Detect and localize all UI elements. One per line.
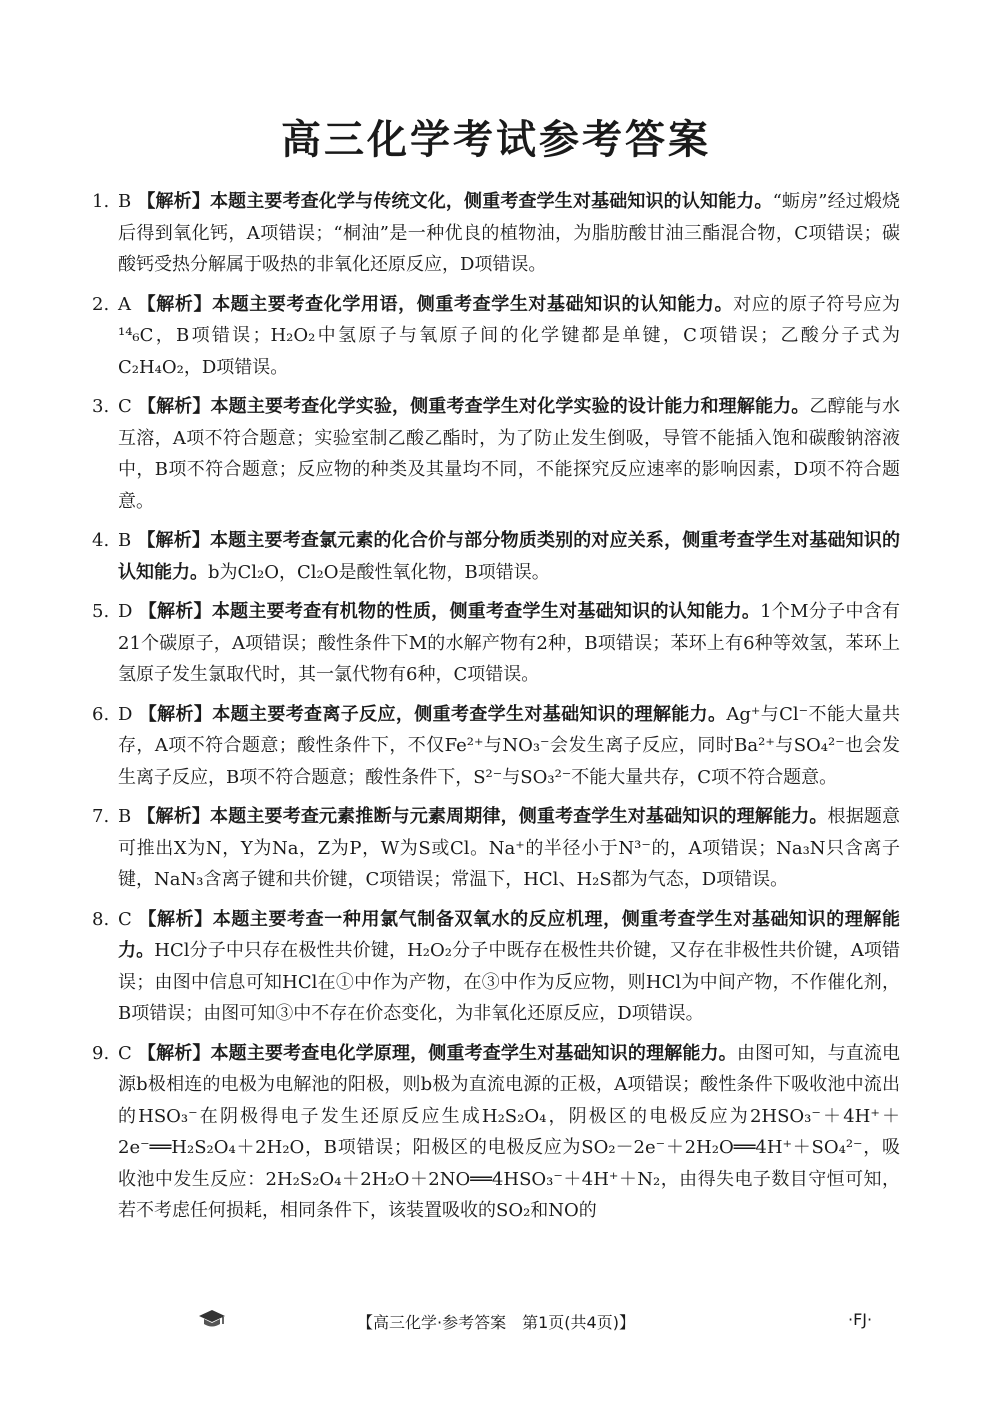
item-number: 6. — [92, 703, 110, 725]
answer-item-8 — [92, 904, 900, 1030]
item-answer: B — [118, 530, 132, 551]
answer-item-7 — [92, 801, 900, 896]
item-number: 3. — [92, 396, 110, 417]
item-answer: B — [118, 191, 132, 212]
analysis-tag: 【解析】 — [138, 703, 213, 725]
item-body: HCl分子中只存在极性共价键，H₂O₂分子中既存在极性共价键，又存在非极性共价键，A项错误；由图中信息可知HCl在①中作为产物，在③中作为反应物，则HCl为中间产物，不作催化剂，B项错误；由图可知③中不存在价态变化，为非氧化还原反应，D项错误。 — [118, 940, 901, 1024]
item-body: 乙醇能与水互溶，A项不符合题意；实验室制乙酸乙酯时，为了防止发生倒吸，导管不能插入饱和碳酸钠溶液中，B项不符合题意；反应物的种类及其量均不同，不能探究反应速率的影响因素，D项不符合题意。 — [118, 396, 901, 512]
item-answer: C — [118, 908, 132, 930]
page-title: 高三化学考试参考答案 — [281, 117, 711, 163]
item-lead: 本题主要考查一种用氯气制备双氧水的反应机理，侧重考查学生对基础知识的理解能力。 — [118, 908, 900, 961]
analysis-tag: 【解析】 — [137, 191, 210, 212]
item-number: 2. — [92, 293, 110, 315]
answer-item-5 — [92, 596, 900, 691]
item-number: 7. — [92, 806, 110, 827]
item-answer: C — [118, 1042, 132, 1064]
item-lead: 本题主要考查离子反应，侧重考查学生对基础知识的理解能力。 — [212, 703, 727, 725]
item-lead: 本题主要考查化学与传统文化，侧重考查学生对基础知识的认知能力。 — [209, 191, 773, 212]
analysis-tag: 【解析】 — [137, 293, 213, 315]
item-number: 8. — [92, 908, 110, 930]
answer-list — [92, 186, 900, 1235]
item-body: 由图可知，与直流电源b极相连的电极为电解池的阳极，则b极为直流电源的正极，A项错误；酸性条件下吸收池中流出的HSO₃⁻在阴极得电子发生还原反应生成H₂S₂O₄，阴极区的电极反应为2HSO₃⁻＋4H⁺＋2e⁻══H₂S₂O₄＋2H₂O，B项错误；阳极区的电极反应为SO₂－2e⁻＋2H₂O══4H⁺＋SO₄²⁻，吸收池中发生反应：2H₂S₂O₄＋2H₂O＋2NO══4HSO₃⁻＋4H⁺＋N₂，由得失电子数目守恒可知，若不考虑任何损耗，相同条件下，该装置吸收的SO₂和NO的 — [118, 1042, 901, 1221]
answer-item-9 — [92, 1038, 900, 1227]
item-number: 4. — [92, 530, 110, 551]
analysis-tag: 【解析】 — [137, 908, 213, 930]
item-number: 9. — [92, 1042, 110, 1064]
item-lead: 本题主要考查氯元素的化合价与部分物质类别的对应关系，侧重考查学生对基础知识的认知能力。 — [118, 530, 901, 583]
item-lead: 本题主要考查化学实验，侧重考查学生对化学实验的设计能力和理解能力。 — [210, 396, 810, 417]
item-answer: D — [118, 703, 133, 725]
item-answer: A — [118, 293, 131, 315]
answer-item-2 — [92, 289, 900, 384]
item-lead: 本题主要考查有机物的性质，侧重考查学生对基础知识的认知能力。 — [211, 601, 761, 622]
item-lead: 本题主要考查电化学原理，侧重考查学生对基础知识的理解能力。 — [210, 1042, 737, 1064]
footer-region-code: ·FJ· — [848, 1310, 873, 1329]
item-body: 根据题意可推出X为N，Y为Na，Z为P，W为S或Cl。Na⁺的半径小于N³⁻的，A项错误；Na₃N只含离子键，NaN₃含离子键和共价键，C项错误；常温下，HCl、H₂S都为气态，D项错误。 — [118, 806, 901, 890]
item-answer: C — [118, 396, 132, 417]
answer-item-3 — [92, 391, 900, 517]
analysis-tag: 【解析】 — [137, 530, 211, 551]
item-lead: 本题主要考查化学用语，侧重考查学生对基础知识的认知能力。 — [212, 293, 734, 315]
analysis-tag: 【解析】 — [138, 601, 212, 622]
page-footer — [0, 1306, 992, 1336]
analysis-tag: 【解析】 — [137, 806, 211, 827]
answer-item-1 — [92, 186, 900, 281]
item-body: “蛎房”经过煅烧后得到氧化钙，A项错误；“桐油”是一种优良的植物油，为脂肪酸甘油三酯混合物，C项错误；碳酸钙受热分解属于吸热的非氧化还原反应，D项错误。 — [118, 191, 901, 275]
item-body: Ag⁺与Cl⁻不能大量共存，A项不符合题意；酸性条件下，不仅Fe²⁺与NO₃⁻会发生离子反应，同时Ba²⁺与SO₄²⁻也会发生离子反应，B项不符合题意；酸性条件下，S²⁻与SO₃²⁻不能大量共存，C项不符合题意。 — [118, 703, 900, 788]
item-number: 1. — [92, 191, 110, 212]
footer-page-info: 【高三化学·参考答案 第1页(共4页)】 — [357, 1313, 635, 1332]
item-answer: D — [118, 601, 133, 622]
item-body: 1个M分子中含有21个碳原子，A项错误；酸性条件下M的水解产物有2种，B项错误；苯环上有6种等效氢，苯环上氢原子发生氯取代时，其一氯代物有6种，C项错误。 — [118, 601, 900, 685]
answer-item-4 — [92, 525, 900, 588]
item-number: 5. — [92, 601, 110, 622]
answer-item-6 — [92, 699, 900, 794]
item-lead: 本题主要考查元素推断与元素周期律，侧重考查学生对基础知识的理解能力。 — [210, 806, 828, 827]
analysis-tag: 【解析】 — [137, 396, 211, 417]
item-body: b为Cl₂O，Cl₂O是酸性氧化物，B项错误。 — [208, 561, 550, 583]
analysis-tag: 【解析】 — [137, 1042, 211, 1064]
item-body: 对应的原子符号应为¹⁴₆C，B项错误；H₂O₂中氢原子与氧原子间的化学键都是单键，C项错误；乙酸分子式为C₂H₄O₂，D项错误。 — [118, 293, 901, 378]
item-answer: B — [118, 806, 132, 827]
